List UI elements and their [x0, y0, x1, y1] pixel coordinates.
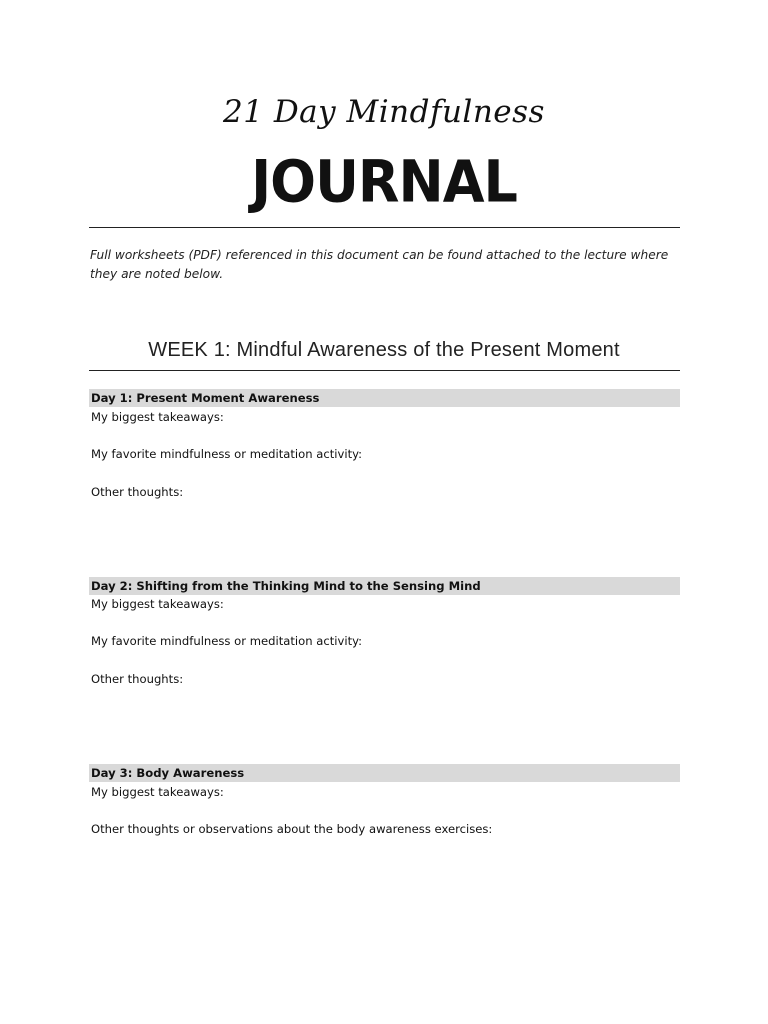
- title-divider: [89, 227, 680, 228]
- day-1-favorite-activity-prompt: My favorite mindfulness or meditation activity:: [91, 447, 363, 461]
- intro-note: Full worksheets (PDF) referenced in this document can be found attached to the lecture where they are noted below.: [90, 248, 669, 281]
- journal-subtitle: 21 Day Mindfulness: [223, 94, 545, 130]
- day-1-takeaways-prompt: My biggest takeaways:: [91, 410, 224, 424]
- day-1-band: [89, 389, 680, 407]
- day-3-band: [89, 764, 680, 782]
- day-3-takeaways-prompt: My biggest takeaways:: [91, 785, 224, 799]
- week-1-heading: WEEK 1: Mindful Awareness of the Present Moment: [148, 339, 620, 361]
- day-3-title: Day 3: Body Awareness: [91, 766, 245, 780]
- day-3-other-thoughts-prompt: Other thoughts or observations about the body awareness exercises:: [91, 822, 493, 836]
- day-2-takeaways-prompt: My biggest takeaways:: [91, 597, 224, 611]
- day-2-other-thoughts-prompt: Other thoughts:: [91, 672, 184, 686]
- day-1-title: Day 1: Present Moment Awareness: [91, 391, 320, 405]
- day-1-other-thoughts-prompt: Other thoughts:: [91, 485, 184, 499]
- week-divider: [89, 370, 680, 371]
- journal-title: JOURNAL: [251, 147, 517, 216]
- day-2-favorite-activity-prompt: My favorite mindfulness or meditation activity:: [91, 634, 363, 648]
- day-2-title: Day 2: Shifting from the Thinking Mind to the Sensing Mind: [91, 579, 481, 593]
- day-2-band: [89, 577, 680, 595]
